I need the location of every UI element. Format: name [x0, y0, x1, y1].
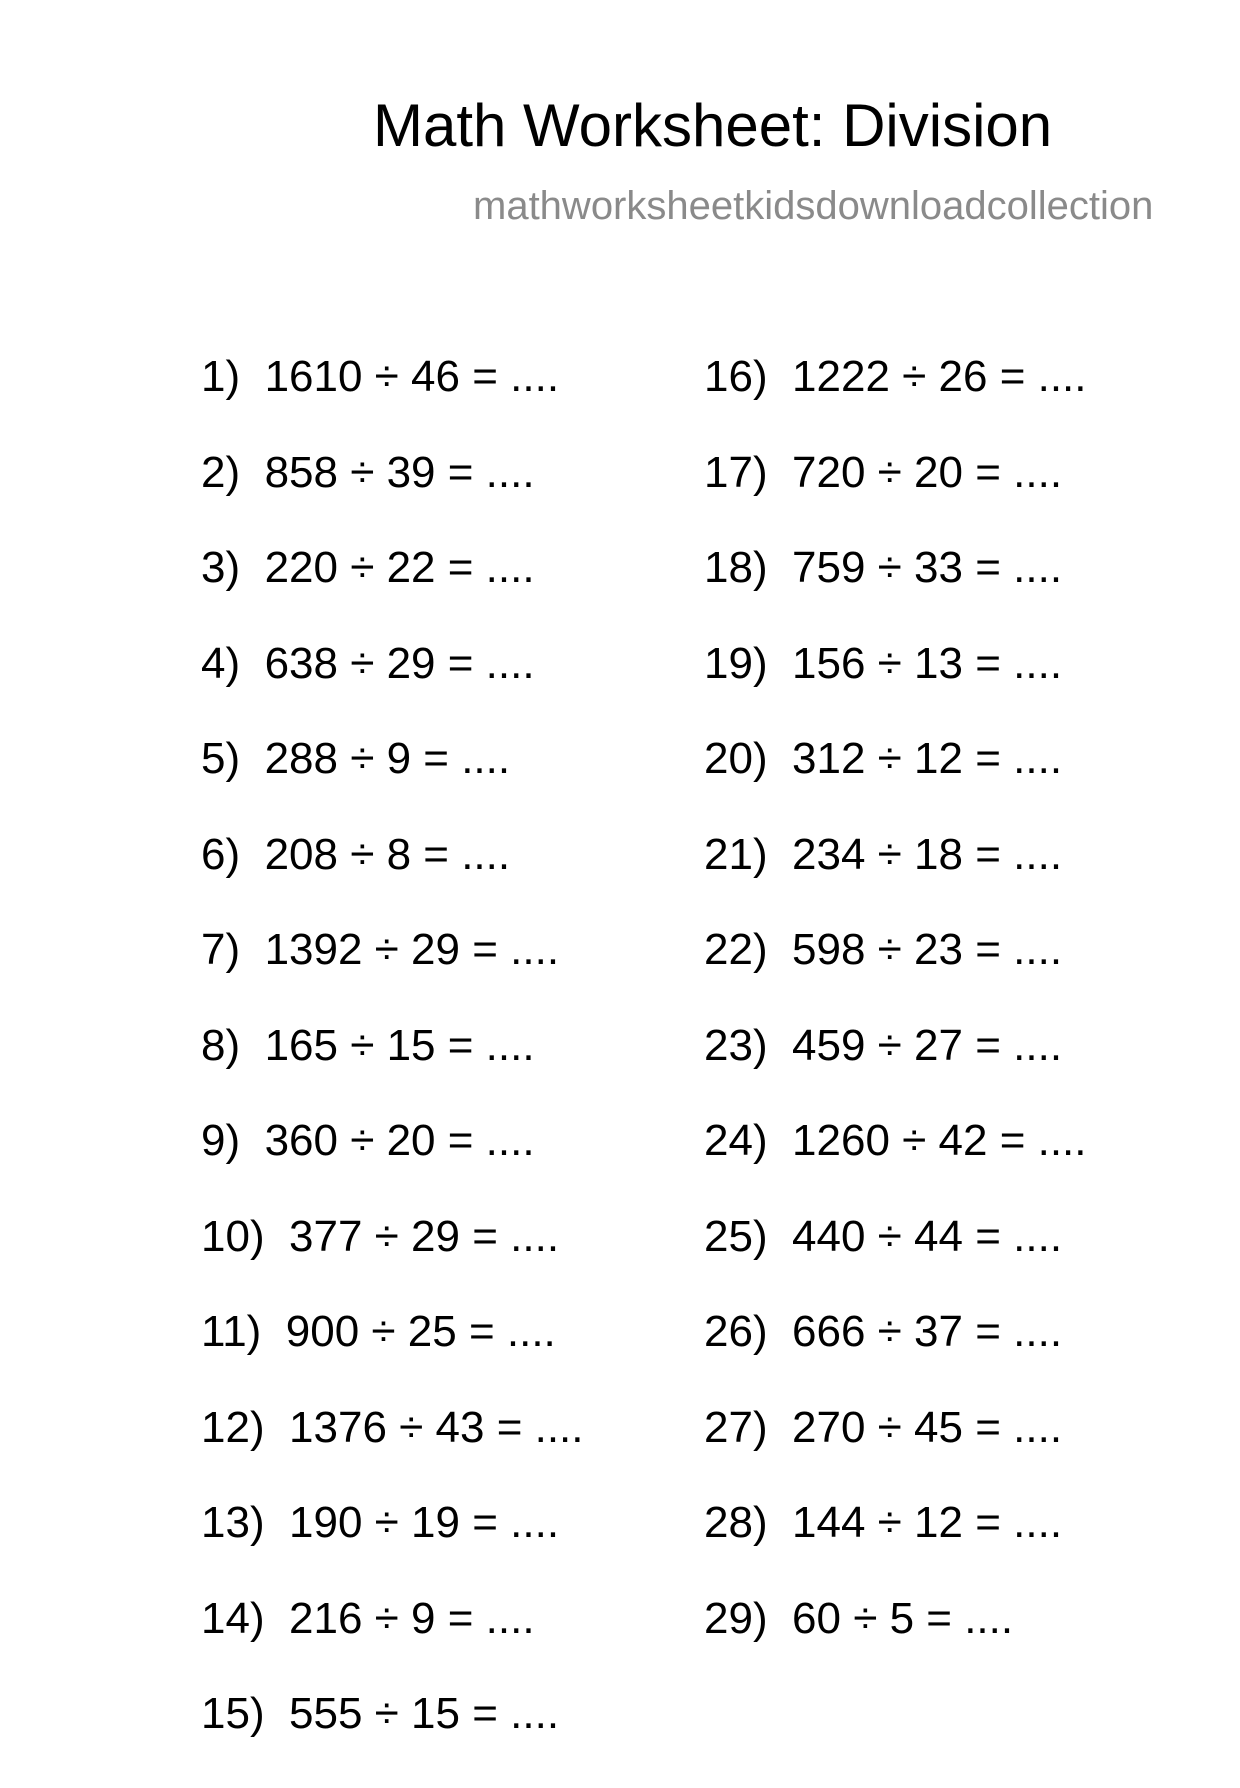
- problem-13: 13) 190 ÷ 19 = ....: [201, 1498, 560, 1547]
- problem-7: 7) 1392 ÷ 29 = ....: [201, 925, 560, 974]
- problem-8: 8) 165 ÷ 15 = ....: [201, 1020, 535, 1070]
- problem-15: 15) 555 ÷ 15 = ....: [201, 1689, 560, 1738]
- problem-16: 16) 1222 ÷ 26 = ....: [704, 352, 1087, 401]
- problem-22: 22) 598 ÷ 23 = ....: [704, 925, 1063, 974]
- problem-9: 9) 360 ÷ 20 = ....: [201, 1116, 535, 1165]
- problem-24: 24) 1260 ÷ 42 = ....: [704, 1116, 1087, 1165]
- problem-28: 28) 144 ÷ 12 = ....: [704, 1498, 1063, 1547]
- problem-29: 29) 60 ÷ 5 = ....: [704, 1593, 1014, 1643]
- problems-left-column: [201, 352, 584, 1788]
- page-title: Math Worksheet: Division: [373, 92, 1053, 159]
- problem-1: 1) 1610 ÷ 46 = ....: [201, 352, 560, 401]
- problem-14: 14) 216 ÷ 9 = ....: [201, 1593, 535, 1643]
- problem-12: 12) 1376 ÷ 43 = ....: [201, 1402, 584, 1452]
- problem-19: 19) 156 ÷ 13 = ....: [704, 638, 1063, 688]
- problem-5: 5) 288 ÷ 9 = ....: [201, 734, 511, 783]
- problem-26: 26) 666 ÷ 37 = ....: [704, 1307, 1063, 1356]
- problem-3: 3) 220 ÷ 22 = ....: [201, 543, 535, 592]
- problem-2: 2) 858 ÷ 39 = ....: [201, 447, 535, 497]
- problem-27: 27) 270 ÷ 45 = ....: [704, 1402, 1063, 1452]
- problem-17: 17) 720 ÷ 20 = ....: [704, 447, 1063, 497]
- problem-21: 21) 234 ÷ 18 = ....: [704, 829, 1063, 879]
- problem-25: 25) 440 ÷ 44 = ....: [704, 1211, 1063, 1261]
- problem-10: 10) 377 ÷ 29 = ....: [201, 1211, 560, 1261]
- problem-6: 6) 208 ÷ 8 = ....: [201, 829, 511, 879]
- problem-23: 23) 459 ÷ 27 = ....: [704, 1020, 1063, 1070]
- site-watermark: mathworksheetkidsdownloadcollection: [473, 184, 1154, 228]
- problems-right-column: [704, 352, 1087, 1692]
- problem-18: 18) 759 ÷ 33 = ....: [704, 543, 1063, 592]
- problem-20: 20) 312 ÷ 12 = ....: [704, 734, 1063, 783]
- problem-4: 4) 638 ÷ 29 = ....: [201, 638, 535, 688]
- problem-11: 11) 900 ÷ 25 = ....: [201, 1307, 556, 1356]
